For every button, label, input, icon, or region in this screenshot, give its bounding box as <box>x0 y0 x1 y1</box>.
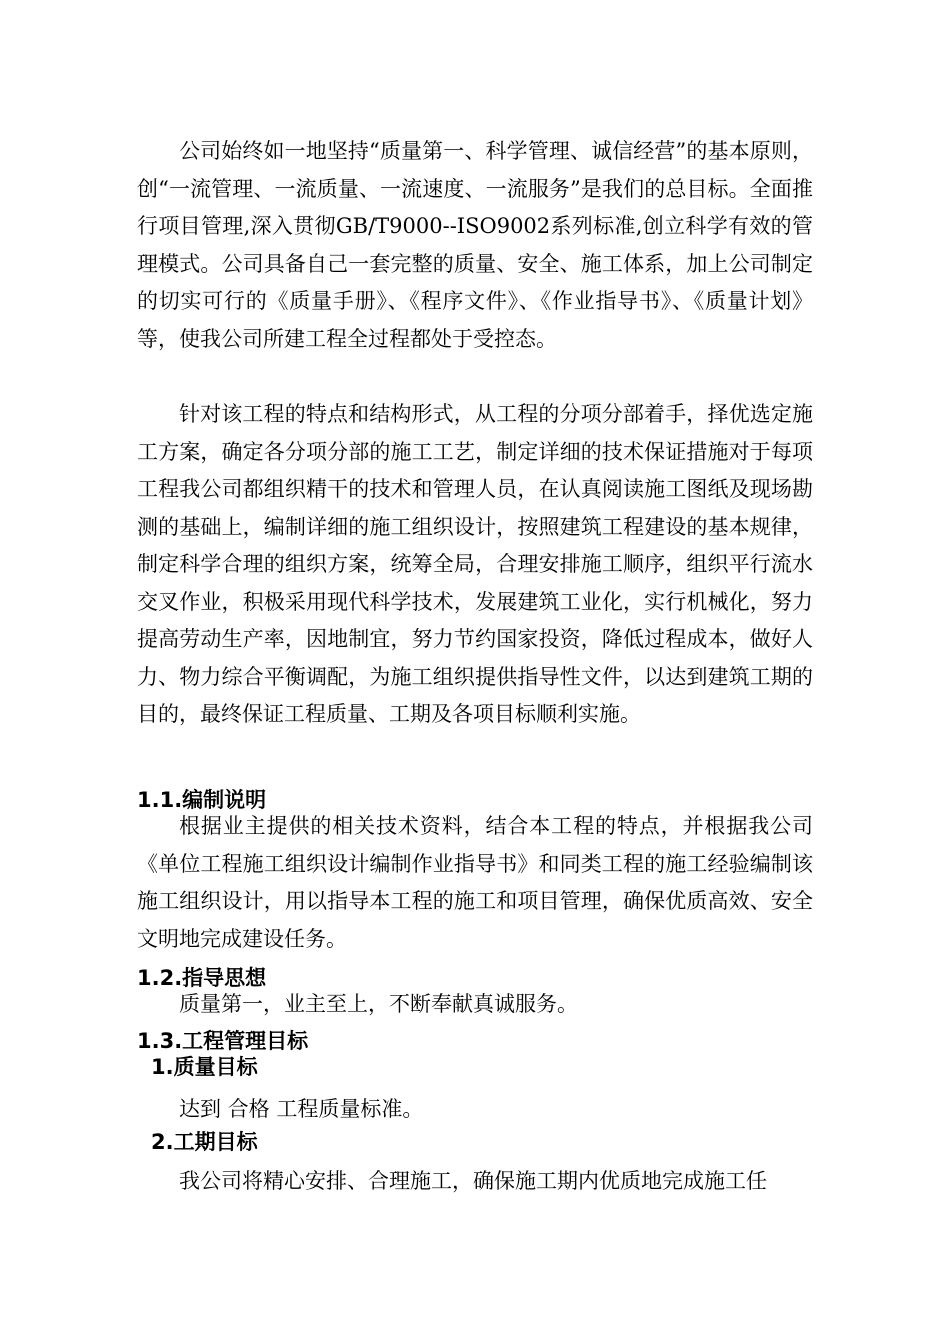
section-1-2-body: 质量第一，业主至上，不断奉献真诚服务。 <box>179 992 578 1016</box>
schedule-target-heading: 2.工期目标 <box>151 1130 258 1154</box>
quality-target-heading: 1.质量目标 <box>151 1055 258 1079</box>
section-heading-1-1: 1.1.编制说明 <box>137 788 267 812</box>
section-1-1-body: 根据业主提供的相关技术资料，结合本工程的特点，并根据我公司《单位工程施工组织设计编制作业指导书》和同类工程的施工经验编制该施工组织设计，用以指导本工程的施工和项目管理，确保优质高效、安全文明地完成建设任务。 <box>137 814 813 951</box>
intro-paragraph-1: 公司始终如一地坚持“质量第一、科学管理、诚信经营”的基本原则，创“一流管理、一流质量、一流速度、一流服务”是我们的总目标。全面推行项目管理,深入贯彻GB/T9000--ISO9002系列标准,创立科学有效的管理模式。公司具备自己一套完整的质量、安全、施工体系，加上公司制定的切实可行的《质量手册》、《程序文件》、《作业指导书》、《质量计划》等，使我公司所建工程全过程都处于受控态。 <box>137 139 813 351</box>
section-heading-1-3: 1.3.工程管理目标 <box>137 1029 309 1053</box>
schedule-target-body: 我公司将精心安排、合理施工，确保施工期内优质地完成施工任 <box>179 1169 767 1193</box>
section-heading-1-2: 1.2.指导思想 <box>137 966 267 990</box>
quality-target-body: 达到 合格 工程质量标准。 <box>179 1097 424 1121</box>
intro-paragraph-2: 针对该工程的特点和结构形式，从工程的分项分部着手，择优选定施工方案，确定各分项分部的施工工艺，制定详细的技术保证措施对于每项工程我公司都组织精干的技术和管理人员，在认真阅读施工图纸及现场勘测的基础上，编制详细的施工组织设计，按照建筑工程建设的基本规律，制定科学合理的组织方案，统筹全局，合理安排施工顺序，组织平行流水交叉作业，积极采用现代科学技术，发展建筑工业化，实行机械化，努力提高劳动生产率，因地制宜，努力节约国家投资，降低过程成本，做好人力、物力综合平衡调配，为施工组织提供指导性文件，以达到建筑工期的目的，最终保证工程质量、工期及各项目标顺利实施。 <box>137 402 813 726</box>
